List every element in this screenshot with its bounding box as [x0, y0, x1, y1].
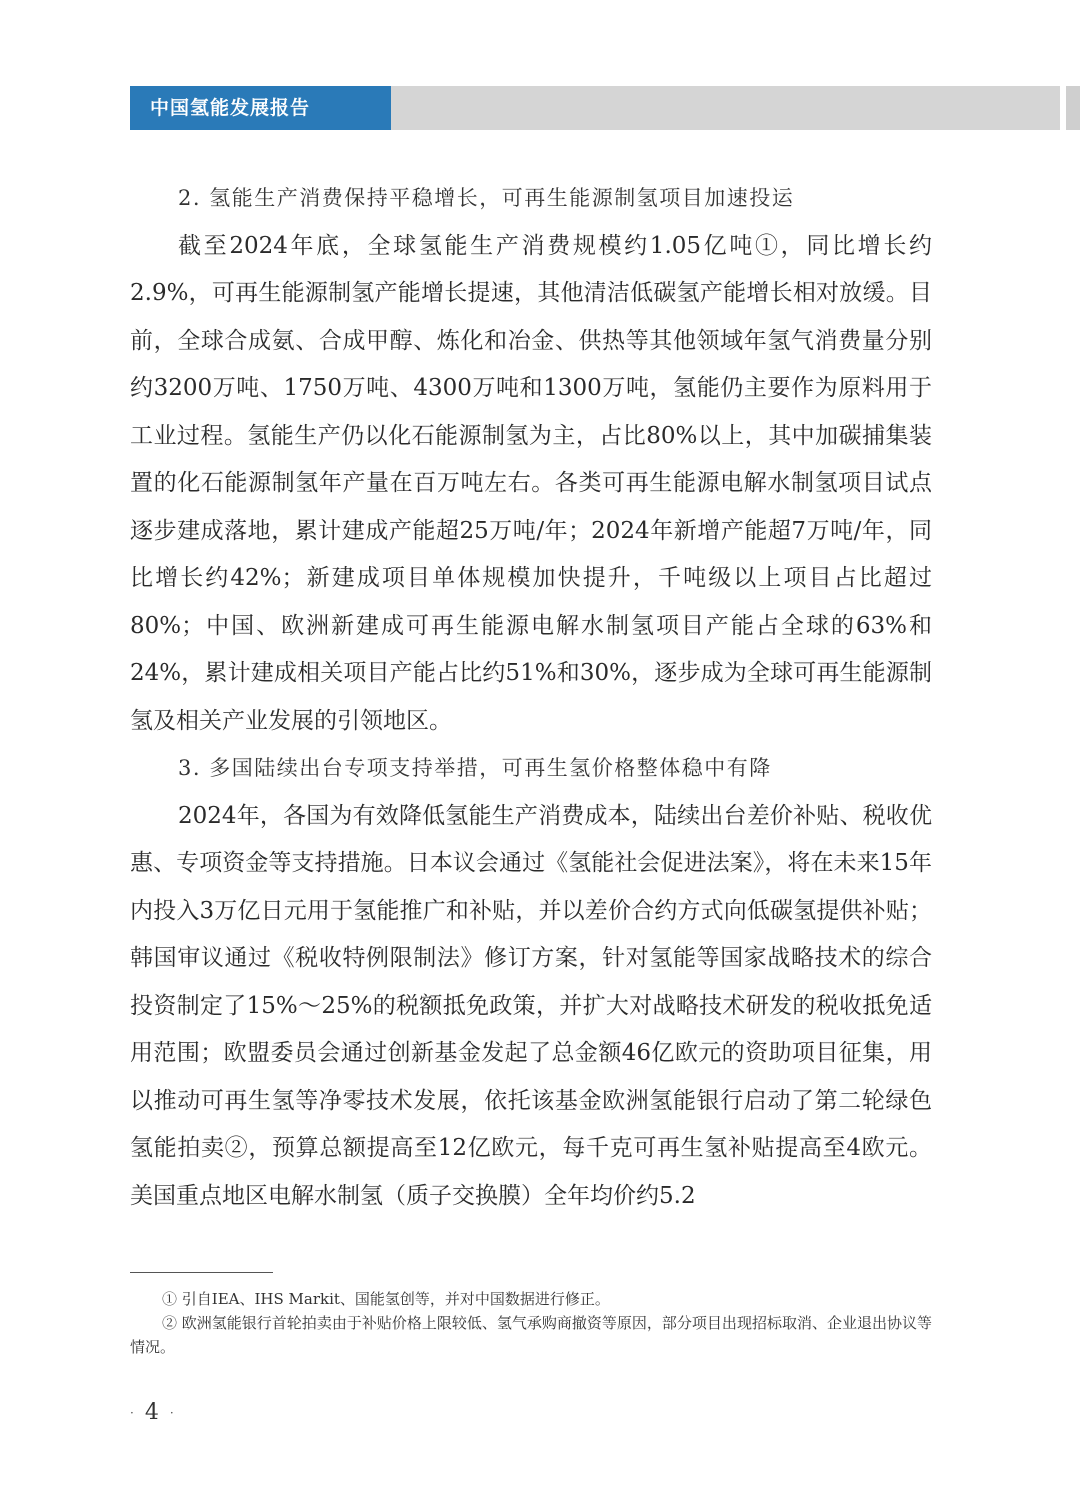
footnote-divider	[130, 1272, 273, 1273]
main-content	[130, 175, 932, 1220]
footnote-2: ② 欧洲氢能银行首轮拍卖由于补贴价格上限较低、氢气承购商撤资等原因，部分项目出现招标取消、企业退出协议等情况。	[130, 1314, 932, 1356]
section-paragraph: 截至2024年底，全球氢能生产消费规模约1.05亿吨①，同比增长约2.9%，可再生能源制氢产能增长提速，其他清洁低碳氢产能增长相对放缓。目前，全球合成氨、合成甲醇、炼化和冶金、供热等其他领域年氢气消费量分别约3200万吨、1750万吨、4300万吨和1300万吨，氢能仍主要作为原料用于工业过程。氢能生产仍以化石能源制氢为主，占比80%以上，其中加碳捕集装置的化石能源制氢年产量在百万吨左右。各类可再生能源电解水制氢项目试点逐步建成落地，累计建成产能超25万吨/年；2024年新增产能超7万吨/年，同比增长约42%；新建成项目单体规模加快提升，千吨级以上项目占比超过80%；中国、欧洲新建成可再生能源电解水制氢项目产能占全球的63%和24%，累计建成相关项目产能占比约51%和30%，逐步成为全球可再生能源制氢及相关产业发展的引领地区。	[130, 232, 932, 734]
header-title: 中国氢能发展报告	[150, 97, 311, 119]
header-title-bar	[130, 86, 391, 130]
header-gray-bar	[391, 86, 1060, 130]
footnotes	[130, 1287, 932, 1359]
section-heading: 3. 多国陆续出台专项支持举措，可再生氢价格整体稳中有降	[178, 756, 772, 780]
header-edge-bar	[1066, 86, 1080, 130]
page-number-value: 4	[144, 1400, 161, 1425]
page-number	[130, 1400, 176, 1425]
section-paragraph: 2024年，各国为有效降低氢能生产消费成本，陆续出台差价补贴、税收优惠、专项资金等支持措施。日本议会通过《氢能社会促进法案》，将在未来15年内投入3万亿日元用于氢能推广和补贴，并以差价合约方式向低碳氢提供补贴；韩国审议通过《税收特例限制法》修订方案，针对氢能等国家战略技术的综合投资制定了15%～25%的税额抵免政策，并扩大对战略技术研发的税收抵免适用范围；欧盟委员会通过创新基金发起了总金额46亿欧元的资助项目征集，用以推动可再生氢等净零技术发展，依托该基金欧洲氢能银行启动了第二轮绿色氢能拍卖②，预算总额提高至12亿欧元，每千克可再生氢补贴提高至4欧元。美国重点地区电解水制氢（质子交换膜）全年均价约5.2	[130, 802, 932, 1209]
page-dot-left: ·	[130, 1406, 136, 1420]
page-dot-right: ·	[169, 1406, 176, 1420]
footnote-1: ① 引自IEA、IHS Markit、国能氢创等，并对中国数据进行修正。	[162, 1290, 610, 1308]
section-heading: 2. 氢能生产消费保持平稳增长，可再生能源制氢项目加速投运	[178, 186, 795, 210]
